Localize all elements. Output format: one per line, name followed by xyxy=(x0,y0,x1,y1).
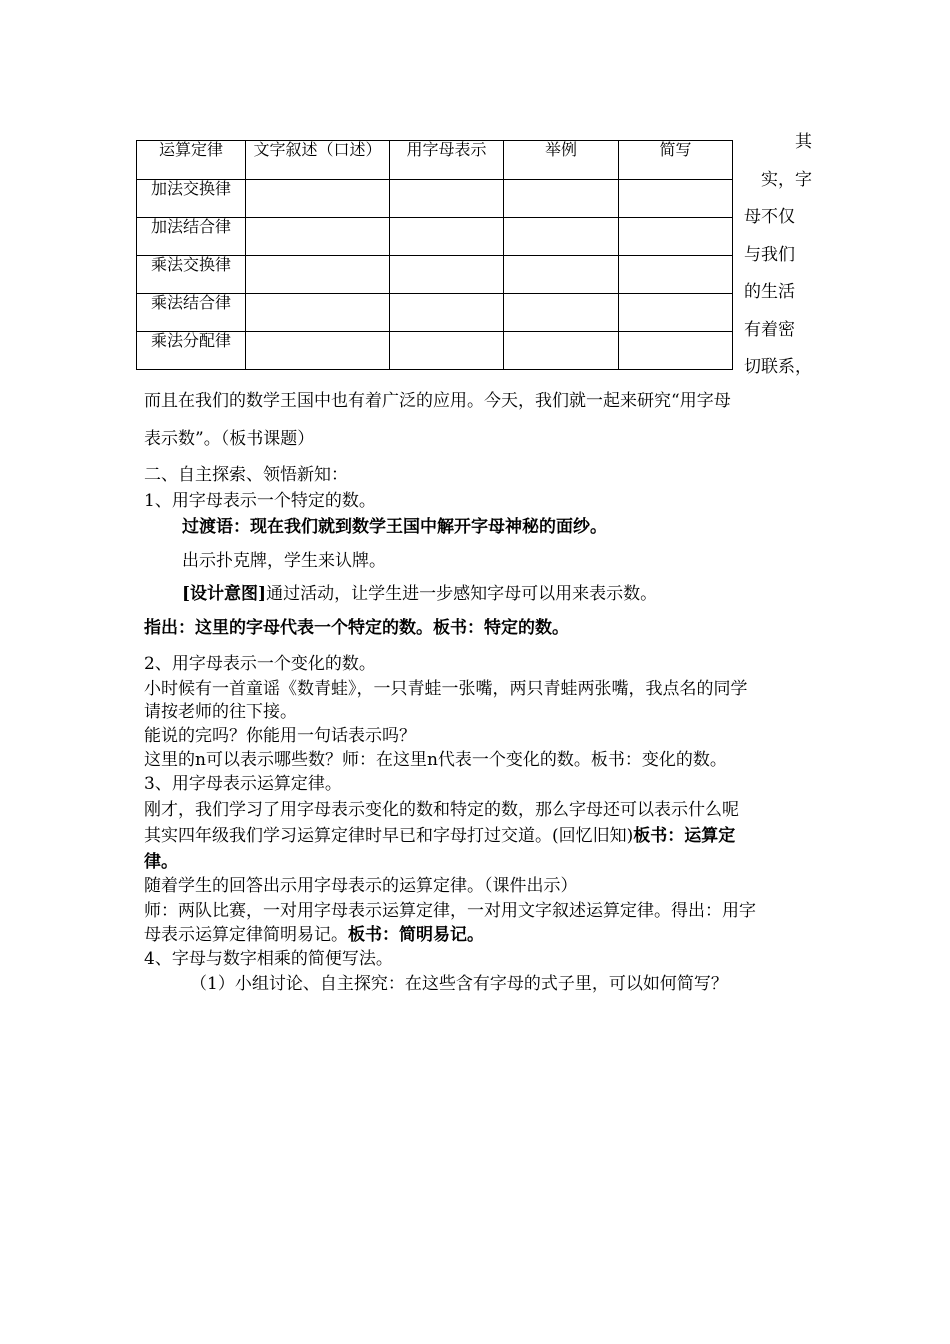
table-cell xyxy=(390,256,504,294)
side-text xyxy=(744,124,812,387)
point-out-text: 指出：这里的字母代表一个特定的数。板书：特定的数。 xyxy=(144,618,569,638)
part-4-title: 4、字母与数字相乘的简便写法。 xyxy=(144,949,393,969)
design-intent xyxy=(182,579,657,604)
table-row xyxy=(137,332,733,370)
table-cell xyxy=(390,180,504,218)
side-text-line: 母不仅 xyxy=(744,207,795,227)
law-name: 加法交换律 xyxy=(137,180,246,218)
section-2-title: 二、自主探索、领悟新知： xyxy=(144,465,348,485)
intro-line-2: 表示数”。（板书课题） xyxy=(144,429,315,449)
law-name: 乘法分配律 xyxy=(137,332,246,370)
transition-text: 过渡语：现在我们就到数学王国中解开字母神秘的面纱。 xyxy=(182,517,607,537)
part-3-line-2 xyxy=(144,821,735,846)
law-table xyxy=(136,140,733,370)
part-2-line-4: 这里的n可以表示哪些数？师：在这里n代表一个变化的数。板书：变化的数。 xyxy=(144,750,727,770)
table-row xyxy=(137,256,733,294)
part-3-line-2-text: 其实四年级我们学习运算定律时早已和字母打过交道。(回忆旧知) xyxy=(144,826,634,846)
table-cell xyxy=(619,180,733,218)
part-3-line-5: 师：两队比赛，一对用字母表示运算定律，一对用文字叙述运算定律。得出：用字 xyxy=(144,901,756,921)
table-cell xyxy=(619,332,733,370)
table-cell xyxy=(390,218,504,256)
side-text-line: 与我们 xyxy=(744,244,795,265)
table-cell xyxy=(246,294,390,332)
side-text-line: 有着密 xyxy=(744,319,795,340)
table-cell xyxy=(390,294,504,332)
table-cell xyxy=(619,294,733,332)
side-text-line: 切联系， xyxy=(744,357,812,377)
table-row xyxy=(137,180,733,218)
part-3-line-3: 律。 xyxy=(144,852,178,872)
table-row xyxy=(137,218,733,256)
table-cell xyxy=(619,218,733,256)
part-4-line-1: （1）小组讨论、自主探究：在这些含有字母的式子里，可以如何简写？ xyxy=(190,974,728,994)
part-1-title: 1、用字母表示一个特定的数。 xyxy=(144,491,376,511)
table-cell xyxy=(619,256,733,294)
side-text-line: 其 xyxy=(795,132,812,152)
part-3-line-4: 随着学生的回答出示用字母表示的运算定律。（课件出示） xyxy=(144,876,578,896)
design-intent-text: 通过活动，让学生进一步感知字母可以用来表示数。 xyxy=(266,584,658,604)
table-cell xyxy=(504,218,619,256)
table-cell xyxy=(390,332,504,370)
law-name: 加法结合律 xyxy=(137,218,246,256)
header-example: 举例 xyxy=(504,141,619,180)
show-cards-text: 出示扑克牌，学生来认牌。 xyxy=(182,551,386,571)
side-text-line: 实，字 xyxy=(761,169,812,190)
law-name: 乘法交换律 xyxy=(137,256,246,294)
table-cell xyxy=(246,218,390,256)
table-cell xyxy=(504,332,619,370)
part-3-line-6 xyxy=(144,920,484,945)
part-3-board-text: 板书：运算定 xyxy=(633,826,736,846)
part-3-line-6-board: 板书：简明易记。 xyxy=(348,925,484,945)
table-cell xyxy=(504,294,619,332)
part-3-title: 3、用字母表示运算定律。 xyxy=(144,774,342,794)
part-2-line-3: 能说的完吗？你能用一句话表示吗？ xyxy=(144,726,416,746)
side-text-line: 的生活 xyxy=(744,282,795,302)
part-2-line-1: 小时候有一首童谣《数青蛙》，一只青蛙一张嘴，两只青蛙两张嘴，我点名的同学 xyxy=(144,679,748,699)
intro-line-1: 而且在我们的数学王国中也有着广泛的应用。今天，我们就一起来研究“用字母 xyxy=(144,391,731,411)
table-row xyxy=(137,294,733,332)
header-law: 运算定律 xyxy=(137,141,246,180)
part-2-title: 2、用字母表示一个变化的数。 xyxy=(144,654,376,674)
law-name: 乘法结合律 xyxy=(137,294,246,332)
header-shorthand: 简写 xyxy=(619,141,733,180)
part-2-line-2: 请按老师的往下接。 xyxy=(144,702,297,722)
table-header-row xyxy=(137,141,733,180)
table-cell xyxy=(504,180,619,218)
design-intent-label: [设计意图] xyxy=(182,584,267,604)
part-3-line-1: 刚才，我们学习了用字母表示变化的数和特定的数，那么字母还可以表示什么呢 xyxy=(144,800,739,820)
table-cell xyxy=(246,256,390,294)
header-letters: 用字母表示 xyxy=(390,141,504,180)
table-cell xyxy=(246,332,390,370)
table-cell xyxy=(246,180,390,218)
table-cell xyxy=(504,256,619,294)
part-3-line-6-text: 母表示运算定律简明易记。 xyxy=(144,925,348,945)
header-description: 文字叙述（口述） xyxy=(246,141,390,180)
